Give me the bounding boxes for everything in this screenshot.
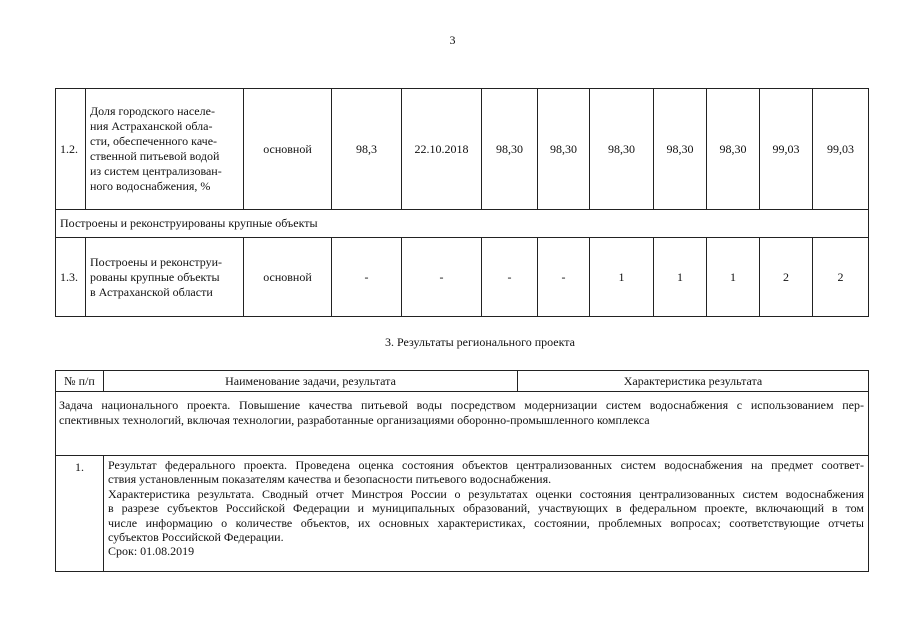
indicator-name: Доля городского населе- ния Астраханской обла- сти, обеспеченного каче- ственной питьевой водой из систем централизован- ного водоснабжения, % — [86, 89, 244, 210]
table-row — [56, 238, 869, 317]
period-value: 98,30 — [707, 89, 760, 210]
period-value: 98,30 — [538, 89, 590, 210]
period-value: 1 — [654, 238, 707, 317]
period-value: 98,30 — [654, 89, 707, 210]
period-value: 99,03 — [813, 89, 869, 210]
national-task: Задача национального проекта. Повышение качества питьевой воды посредством модернизации систем водоснабжения с использованием пер- спективных технологий, включая технологии, разработанные организациями оборонно-промышленного комплекса — [56, 392, 869, 456]
period-value: 1 — [590, 238, 654, 317]
row-number: 1.3. — [56, 238, 86, 317]
column-header: Наименование задачи, результата — [104, 371, 518, 392]
period-value: - — [482, 238, 538, 317]
base-value: - — [332, 238, 402, 317]
section-title: 3. Результаты регионального проекта — [385, 335, 575, 349]
table-header-row — [56, 371, 869, 392]
indicator-type: основной — [244, 89, 332, 210]
section-heading: Построены и реконструированы крупные объекты — [56, 210, 869, 238]
indicator-name: Построены и реконструи- рованы крупные объекты в Астраханской области — [86, 238, 244, 317]
period-value: 2 — [813, 238, 869, 317]
table-row — [56, 89, 869, 210]
base-date: 22.10.2018 — [402, 89, 482, 210]
period-value: 98,30 — [482, 89, 538, 210]
period-value: 98,30 — [590, 89, 654, 210]
task-row — [56, 392, 869, 456]
result-description: Результат федерального проекта. Проведена оценка состояния объектов централизованных систем водоснабжения на предмет соответ- ствия установленным показателям качества и безопасности питьевого водоснабжения. Характеристика результата. Сводный отчет Минстроя России о результатах оценки состояния централизованных систем водоснабжения в разрезе субъектов Российской Федерации и муниципальных образований, участвующих в федеральном проекте, включающий в том числе информацию о количестве объектов, их основных характеристиках, состоянии, проблемных вопросах; соответствующие отчеты субъектов Российской Федерации. Срок: 01.08.2019 — [104, 456, 869, 572]
table-row — [56, 456, 869, 572]
row-number: 1. — [56, 456, 104, 572]
period-value: 99,03 — [760, 89, 813, 210]
period-value: - — [538, 238, 590, 317]
column-header: Характеристика результата — [518, 371, 869, 392]
period-value: 1 — [707, 238, 760, 317]
indicators-table — [55, 88, 869, 317]
page-number: 3 — [449, 33, 456, 47]
section-row — [56, 210, 869, 238]
indicator-type: основной — [244, 238, 332, 317]
period-value: 2 — [760, 238, 813, 317]
base-value: 98,3 — [332, 89, 402, 210]
base-date: - — [402, 238, 482, 317]
column-header: № п/п — [56, 371, 104, 392]
row-number: 1.2. — [56, 89, 86, 210]
results-table — [55, 370, 869, 572]
